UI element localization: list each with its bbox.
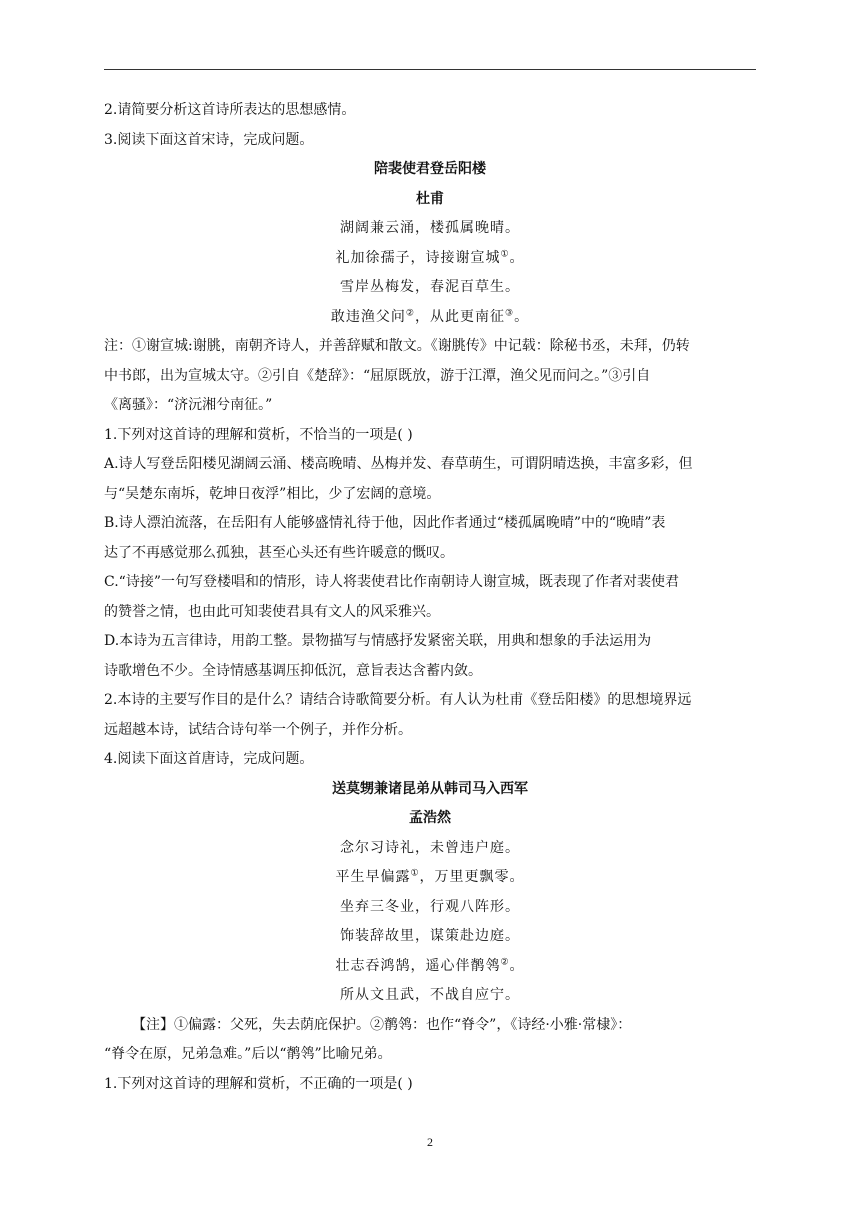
page-number: 2 [427,1135,433,1149]
poem1-author: 杜甫 [416,190,444,207]
poem1-question-2-line: 远超越本诗，试结合诗句举一个例子，并作分析。 [104,721,412,738]
poem1-note-line: 《离骚》：“济沅湘兮南征。” [104,397,273,413]
footnote-marker: ① [500,248,510,259]
option-b-line: B.诗人漂泊流落，在岳阳有人能够盛情礼待于他，因此作者通过“楼孤属晚晴”中的“晚晴”表 [104,515,666,531]
poem2-line: 所从文且武，不战自应宁。 [340,987,520,1003]
poem2-line: 壮志吞鸿鹄，遥心伴鹡鸰②。 [335,956,525,974]
poem1-note-line: 中书郎，出为宣城太守。②引自《楚辞》：“屈原既放，游于江潭，渔父见而问之。”③引自 [104,367,651,384]
poem1-title: 陪裴使君登岳阳楼 [374,161,486,177]
footnote-marker: ③ [505,307,515,318]
poem1-note-line: 注：①谢宣城:谢朓，南朝齐诗人，并善辞赋和散文。《谢朓传》中记载：除秘书丞，未拜，仍转 [104,338,690,354]
footnote-marker: ② [500,956,510,967]
poem1-question-2-line: 2.本诗的主要写作目的是什么？请结合诗歌简要分析。有人认为杜甫《登岳阳楼》的思想境界远 [104,692,692,708]
poem2-line: 平生早偏露①，万里更飘零。 [335,868,525,885]
document-body [104,96,756,1099]
poem2-question-1: 1.下列对这首诗的理解和赏析，不正确的一项是( ) [104,1075,413,1092]
poem2-line: 念尔习诗礼，未曾违户庭。 [340,839,520,856]
option-a-line: 与“吴楚东南坼，乾坤日夜浮”相比，少了宏阔的意境。 [104,485,441,502]
poem1-line: 雪岸丛梅发，春泥百草生。 [340,279,520,295]
poem2-note-line: “脊令在原，兄弟急难。”后以“鹡鸰”比喻兄弟。 [104,1046,392,1062]
poem2-note-line: 【注】①偏露：父死，失去荫庇保护。②鹡鸰：也作“脊令”，《诗经·小雅·常棣》： [132,1016,632,1033]
option-a-line: A.诗人写登岳阳楼见湖阔云涌、楼高晚晴、丛梅并发、春草萌生，可谓阴晴迭换，丰富多彩，但 [104,456,693,472]
question-2: 2.请简要分析这首诗所表达的思想感情。 [104,102,356,118]
option-c-line: C.“诗接”一句写登楼唱和的情形，诗人将裴使君比作南朝诗人谢宣城，既表现了作者对裴使君 [104,574,679,590]
question-4-intro: 4.阅读下面这首唐诗，完成问题。 [104,751,314,767]
poem1-line: 敢违渔父问②，从此更南征③。 [330,307,530,325]
footnote-marker: ② [405,307,415,318]
header-rule [104,69,756,70]
poem2-title: 送莫甥兼诸昆弟从韩司马入西军 [332,780,528,797]
poem2-line: 坐弃三冬业，行观八阵形。 [340,898,520,915]
option-c-line: 的赞誉之情，也由此可知裴使君具有文人的风采雅兴。 [104,603,440,620]
footnote-marker: ① [410,868,420,879]
poem1-line: 湖阔兼云涌，楼孤属晚晴。 [340,220,520,236]
poem2-line: 饰装辞故里，谋策赴边庭。 [340,928,520,944]
option-d-line: D.本诗为五言律诗，用韵工整。景物描写与情感抒发紧密关联，用典和想象的手法运用为 [104,633,652,649]
poem2-author: 孟浩然 [409,810,451,826]
poem1-question-line: 1.下列对这首诗的理解和赏析，不恰当的一项是( ) [104,426,413,443]
option-b-line: 达了不再感觉那么孤独，甚至心头还有些许暖意的慨叹。 [104,544,454,561]
poem1-line: 礼加徐孺子，诗接谢宣城①。 [335,248,525,266]
question-3-intro: 3.阅读下面这首宋诗，完成问题。 [104,131,314,148]
option-d-line: 诗歌增色不少。全诗情感基调压抑低沉，意旨表达含蓄内敛。 [104,662,482,679]
